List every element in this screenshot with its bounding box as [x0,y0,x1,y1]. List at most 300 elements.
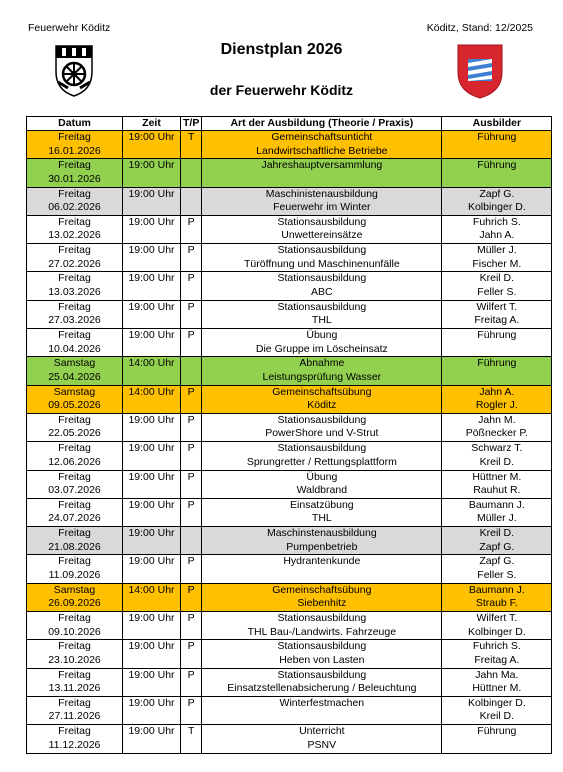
cell-art-line2: Unwettereinsätze [281,229,363,242]
cell-art [202,215,442,243]
cell-time: 14:00 Uhr [128,357,175,370]
cell-ausbilder [442,131,552,159]
cell-tp-value: T [187,725,195,738]
cell-date: 22.05.2026 [48,427,101,440]
cell-tp [181,357,202,385]
cell-tp [181,470,202,498]
cell-ausbilder [442,272,552,300]
cell-tp [181,187,202,215]
cell-date: 21.08.2026 [48,540,101,553]
cell-art-line1: Maschinistenausbildung [265,187,378,200]
cell-zeit [123,612,181,640]
cell-ausbilder-line1: Kolbinger D. [467,696,526,709]
cell-art-line1: Gemeinschaftsübung [272,385,372,398]
cell-date: 27.11.2026 [48,710,101,723]
cell-zeit [123,357,181,385]
cell-tp [181,300,202,328]
cell-tp-value: P [187,470,195,483]
cell-zeit [123,442,181,470]
cell-ausbilder-line1: Jahn Ma. [475,668,519,681]
cell-art-line2: Pumpenbetrieb [286,540,358,553]
cell-day: Freitag [58,498,91,511]
cell-art [202,555,442,583]
cell-date: 16.01.2026 [48,144,101,157]
cell-ausbilder-line2: Freitag A. [474,653,520,666]
cell-art-line1: Jahreshauptversammlung [261,159,383,172]
table-row [27,583,552,611]
cell-time: 19:00 Uhr [128,131,175,143]
table-row [27,612,552,640]
cell-art [202,527,442,555]
schedule-table [26,116,552,754]
cell-tp-value: P [187,668,195,681]
cell-day: Freitag [58,696,91,709]
cell-zeit [123,498,181,526]
cell-art [202,442,442,470]
cell-day: Freitag [58,159,91,172]
cell-art-line1: Übung [306,329,338,342]
cell-day: Freitag [58,470,91,483]
cell-zeit [123,640,181,668]
cell-zeit [123,329,181,357]
cell-tp [181,442,202,470]
cell-datum [27,215,123,243]
cell-datum [27,668,123,696]
cell-datum [27,583,123,611]
cell-ausbilder-line2: Kolbinger D. [467,201,526,214]
cell-art-line1: Stationsausbildung [277,442,367,455]
cell-datum [27,187,123,215]
cell-time: 19:00 Uhr [128,527,175,540]
cell-art-line1: Maschinstenausbildung [266,527,377,540]
cell-zeit [123,159,181,187]
cell-ausbilder [442,583,552,611]
cell-art-line1: Winterfestmachen [279,696,365,709]
cell-tp [181,413,202,441]
cell-time: 19:00 Uhr [128,725,175,738]
cell-ausbilder-line2: Kolbinger D. [467,625,526,638]
table-row [27,159,552,187]
cell-art [202,300,442,328]
cell-art [202,413,442,441]
cell-zeit [123,300,181,328]
cell-zeit [123,583,181,611]
cell-datum [27,696,123,724]
cell-date: 26.09.2026 [48,597,101,610]
cell-time: 19:00 Uhr [128,442,175,455]
cell-tp-value: P [187,215,195,228]
cell-datum [27,131,123,159]
cell-art-line2: Die Gruppe im Löscheinsatz [255,342,388,355]
cell-time: 19:00 Uhr [128,413,175,426]
cell-art-line1: Hydrantenkunde [283,555,361,568]
cell-tp [181,215,202,243]
cell-art [202,244,442,272]
cell-ausbilder [442,329,552,357]
cell-ausbilder [442,612,552,640]
cell-ausbilder-line2: Feller S. [477,285,517,298]
cell-ausbilder-line1: Kreil D. [479,527,515,540]
schedule-body [27,131,552,754]
cell-date: 11.09.2026 [48,568,101,581]
cell-tp-value: P [187,583,195,596]
cell-ausbilder-line2: Fischer M. [472,257,522,270]
cell-zeit [123,555,181,583]
cell-ausbilder [442,696,552,724]
cell-day: Freitag [58,555,91,568]
cell-date: 09.10.2026 [48,625,101,638]
cell-tp-value: P [187,696,195,709]
cell-day: Freitag [58,187,91,200]
cell-tp-value: P [187,272,195,285]
cell-datum [27,329,123,357]
cell-art-line1: Stationsausbildung [277,272,367,285]
cell-art [202,696,442,724]
header-tp: T/P [181,117,202,131]
cell-art-line1: Stationsausbildung [277,413,367,426]
cell-ausbilder-line1: Führung [477,329,517,342]
cell-art [202,470,442,498]
cell-art [202,272,442,300]
cell-datum [27,640,123,668]
cell-date: 11.12.2026 [48,738,101,751]
page-subtitle: der Feuerwehr Köditz [209,82,354,98]
cell-ausbilder-line2: Rogler J. [475,399,518,412]
cell-art-line1: Stationsausbildung [277,668,367,681]
cell-art-line2: Heben von Lasten [279,653,365,666]
feuerwehr-badge-icon [455,42,505,100]
cell-ausbilder-line1: Baumann J. [468,583,525,596]
table-row [27,640,552,668]
cell-day: Freitag [58,244,91,257]
cell-day: Freitag [58,668,91,681]
cell-ausbilder [442,725,552,753]
header-art: Art der Ausbildung (Theorie / Praxis) [202,117,442,131]
cell-ausbilder-line1: Schwarz T. [471,442,523,455]
cell-day: Samstag [53,385,96,398]
cell-art [202,329,442,357]
cell-art-line1: Unterricht [299,725,345,738]
cell-ausbilder [442,413,552,441]
table-row [27,131,552,159]
cell-day: Freitag [58,329,91,342]
cell-day: Freitag [58,300,91,313]
cell-time: 19:00 Uhr [128,215,175,228]
cell-tp [181,725,202,753]
cell-date: 03.07.2026 [48,484,101,497]
cell-time: 14:00 Uhr [128,583,175,596]
cell-tp [181,640,202,668]
cell-ausbilder [442,640,552,668]
cell-art-line2: ABC [311,285,333,298]
cell-time: 19:00 Uhr [128,187,175,200]
fire-brigade-emblem-icon [50,42,98,98]
cell-ausbilder-line1: Baumann J. [468,498,525,511]
cell-art [202,187,442,215]
cell-zeit [123,215,181,243]
cell-time: 19:00 Uhr [128,470,175,483]
cell-ausbilder [442,498,552,526]
cell-time: 19:00 Uhr [128,272,175,285]
table-row [27,498,552,526]
cell-ausbilder-line1: Jahn M. [478,413,516,426]
cell-time: 19:00 Uhr [128,612,175,625]
cell-date: 06.02.2026 [48,201,101,214]
cell-art-line2: Einsatzstellenabsicherung / Beleuchtung [227,682,417,695]
table-row [27,357,552,385]
cell-datum [27,498,123,526]
cell-zeit [123,131,181,159]
cell-day: Freitag [58,215,91,228]
cell-art-line2: Landwirtschaftliche Betriebe [256,144,388,157]
header-zeit: Zeit [123,117,181,131]
cell-art-line2: Waldbrand [296,484,348,497]
cell-ausbilder [442,215,552,243]
cell-day: Freitag [58,640,91,653]
cell-tp-value: P [187,555,195,568]
cell-zeit [123,527,181,555]
cell-zeit [123,413,181,441]
cell-date: 13.02.2026 [48,229,101,242]
table-row [27,470,552,498]
cell-time: 19:00 Uhr [128,329,175,342]
cell-ausbilder-line2: Kreil D. [479,455,515,468]
table-row [27,300,552,328]
cell-tp [181,527,202,555]
cell-date: 25.04.2026 [48,370,101,383]
table-row [27,442,552,470]
cell-date: 13.11.2026 [48,682,101,695]
cell-date: 12.06.2026 [48,455,101,468]
table-row [27,215,552,243]
cell-tp [181,612,202,640]
cell-ausbilder-line1: Wilfert T. [476,612,518,625]
cell-ausbilder-line2: Pößnecker P. [465,427,528,440]
cell-ausbilder-line1: Führung [477,725,517,738]
table-row [27,244,552,272]
cell-datum [27,272,123,300]
header-datum: Datum [27,117,123,131]
cell-ausbilder [442,357,552,385]
cell-ausbilder-line2: Rauhut R. [473,484,521,497]
cell-datum [27,385,123,413]
cell-ausbilder-line1: Zapf G. [479,555,515,568]
cell-tp-value: P [187,329,195,342]
table-row [27,668,552,696]
cell-zeit [123,668,181,696]
cell-ausbilder-line2: Straub F. [475,597,518,610]
cell-zeit [123,725,181,753]
cell-tp-value: P [187,413,195,426]
cell-ausbilder [442,300,552,328]
cell-datum [27,725,123,753]
cell-art-line1: Stationsausbildung [277,244,367,257]
cell-ausbilder-line2: Kreil D. [479,710,515,723]
cell-ausbilder-line2: Freitag A. [474,314,520,327]
cell-zeit [123,696,181,724]
cell-tp [181,329,202,357]
cell-zeit [123,187,181,215]
cell-tp [181,668,202,696]
cell-time: 19:00 Uhr [128,696,175,709]
cell-time: 19:00 Uhr [128,668,175,681]
cell-art-line1: Stationsausbildung [277,612,367,625]
cell-art-line2: PSNV [307,738,337,751]
cell-art [202,159,442,187]
cell-ausbilder [442,159,552,187]
cell-datum [27,442,123,470]
cell-date: 27.03.2026 [48,314,101,327]
cell-time: 19:00 Uhr [128,159,175,172]
cell-ausbilder-line1: Kreil D. [479,272,515,285]
cell-ausbilder-line1: Fuhrich S. [472,215,521,228]
cell-art-line2: Feuerwehr im Winter [273,201,371,214]
cell-art [202,612,442,640]
cell-datum [27,159,123,187]
cell-time: 19:00 Uhr [128,244,175,257]
cell-time: 19:00 Uhr [128,555,175,568]
cell-ausbilder-line2: Müller J. [477,512,517,525]
cell-tp [181,555,202,583]
table-row [27,272,552,300]
cell-art-line1: Gemeinschaftsunticht [271,131,373,143]
cell-time: 14:00 Uhr [128,385,175,398]
cell-tp-value: P [187,498,195,511]
cell-datum [27,300,123,328]
cell-ausbilder [442,668,552,696]
org-name: Feuerwehr Köditz [28,22,111,34]
cell-tp-value: P [187,612,195,625]
page-title: Dienstplan 2026 [220,41,343,58]
cell-ausbilder-line2: Hüttner M. [472,682,522,695]
cell-ausbilder [442,244,552,272]
cell-ausbilder-line1: Fuhrich S. [472,640,521,653]
table-row [27,527,552,555]
cell-date: 13.03.2026 [48,285,101,298]
cell-datum [27,470,123,498]
cell-datum [27,357,123,385]
cell-art [202,498,442,526]
cell-tp [181,498,202,526]
cell-tp [181,159,202,187]
table-row [27,725,552,753]
cell-art-line2: THL [311,314,332,327]
table-row [27,329,552,357]
stand-date: Köditz, Stand: 12/2025 [426,22,533,34]
cell-ausbilder-line2: Feller S. [477,568,517,581]
cell-time: 19:00 Uhr [128,498,175,511]
cell-ausbilder-line1: Jahn A. [479,385,515,398]
cell-date: 23.10.2026 [48,653,101,666]
cell-day: Freitag [58,527,91,540]
cell-tp-value: P [187,244,195,257]
cell-datum [27,612,123,640]
cell-art [202,640,442,668]
cell-date: 27.02.2026 [48,257,101,270]
cell-zeit [123,272,181,300]
cell-date: 10.04.2026 [48,342,101,355]
cell-day: Samstag [53,357,96,370]
cell-ausbilder-line1: Wilfert T. [476,300,518,313]
cell-ausbilder-line2: Jahn A. [479,229,515,242]
cell-time: 19:00 Uhr [128,640,175,653]
cell-tp [181,385,202,413]
cell-day: Freitag [58,272,91,285]
cell-day: Freitag [58,612,91,625]
cell-ausbilder [442,187,552,215]
cell-ausbilder-line1: Zapf G. [479,187,515,200]
cell-tp-value: P [187,300,195,313]
cell-tp [181,272,202,300]
cell-date: 09.05.2026 [48,399,101,412]
table-row [27,555,552,583]
cell-art-line1: Gemeinschaftsübung [272,583,372,596]
cell-tp-value: P [187,640,195,653]
cell-art-line2: PowerShore und V-Strut [265,427,379,440]
cell-art [202,583,442,611]
cell-art-line2: THL [311,512,332,525]
cell-art-line1: Übung [306,470,338,483]
cell-ausbilder-line1: Führung [477,131,517,143]
cell-ausbilder-line1: Führung [477,159,517,172]
cell-art-line2: Sprungretter / Rettungsplattform [246,455,397,468]
cell-ausbilder [442,385,552,413]
cell-art [202,131,442,159]
cell-art [202,668,442,696]
cell-art-line1: Abnahme [299,357,345,370]
cell-art-line2: THL Bau-/Landwirts. Fahrzeuge [247,625,397,638]
cell-zeit [123,470,181,498]
cell-art-line1: Stationsausbildung [277,215,367,228]
cell-art-line1: Stationsausbildung [277,640,367,653]
cell-tp-value: P [187,385,195,398]
cell-ausbilder-line2: Zapf G. [479,540,515,553]
cell-day: Samstag [53,583,96,596]
header-ausbilder: Ausbilder [442,117,552,131]
cell-ausbilder-line1: Führung [477,357,517,370]
table-row [27,385,552,413]
cell-date: 24.07.2026 [48,512,101,525]
cell-tp [181,583,202,611]
cell-tp [181,244,202,272]
cell-art-line1: Stationsausbildung [277,300,367,313]
table-row [27,696,552,724]
cell-time: 19:00 Uhr [128,300,175,313]
cell-ausbilder-line1: Hüttner M. [472,470,522,483]
cell-tp [181,696,202,724]
cell-zeit [123,244,181,272]
cell-art [202,385,442,413]
cell-date: 30.01.2026 [48,172,101,185]
cell-art-line1: Einsatzübung [290,498,354,511]
cell-ausbilder [442,470,552,498]
cell-zeit [123,385,181,413]
cell-day: Freitag [58,442,91,455]
cell-tp-value: P [187,442,195,455]
cell-art-line2: Köditz [307,399,337,412]
table-row [27,187,552,215]
cell-datum [27,413,123,441]
cell-ausbilder [442,442,552,470]
cell-datum [27,555,123,583]
cell-day: Freitag [58,413,91,426]
cell-art-line2: Siebenhitz [297,597,347,610]
cell-tp-value: T [187,131,195,143]
cell-art-line2: Türöffnung und Maschinenunfälle [244,257,400,270]
cell-datum [27,244,123,272]
cell-tp [181,131,202,159]
cell-datum [27,527,123,555]
